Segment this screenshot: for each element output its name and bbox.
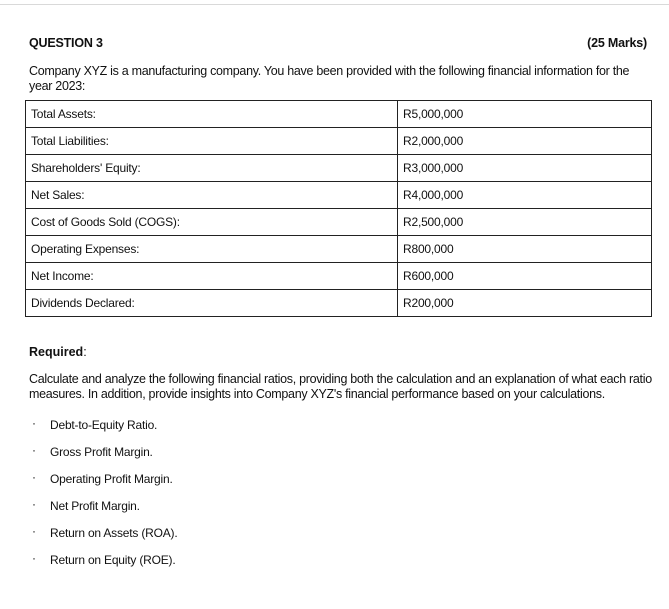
bullet-icon: · [32,497,36,511]
row-label: Dividends Declared: [26,290,398,317]
row-value: R2,000,000 [398,128,652,155]
row-value: R200,000 [398,290,652,317]
bullet-icon: · [32,470,36,484]
row-value: R3,000,000 [398,155,652,182]
row-label: Total Liabilities: [26,128,398,155]
required-colon: : [83,345,87,359]
question-marks: (25 Marks) [587,36,647,50]
required-heading [29,345,87,359]
intro-paragraph: Company XYZ is a manufacturing company. You have been provided with the following financial information for the year 2023: [29,64,630,93]
ratio-label: Return on Equity (ROE). [50,553,176,567]
list-item [32,472,177,499]
row-value: R5,000,000 [398,101,652,128]
ratio-label: Net Profit Margin. [50,499,140,513]
row-value: R4,000,000 [398,182,652,209]
list-item [32,553,177,580]
row-value: R600,000 [398,263,652,290]
table-row [26,182,652,209]
ratio-label: Return on Assets (ROA). [50,526,178,540]
row-value: R2,500,000 [398,209,652,236]
ratio-list [32,418,177,580]
table-row [26,155,652,182]
ratio-label: Gross Profit Margin. [50,445,153,459]
list-item [32,499,177,526]
row-label: Shareholders' Equity: [26,155,398,182]
list-item [32,526,177,553]
financial-info-table [25,100,652,317]
bullet-icon: · [32,551,36,565]
bullet-icon: · [32,416,36,430]
table-row [26,128,652,155]
row-label: Operating Expenses: [26,236,398,263]
question-header [29,36,647,52]
row-label: Cost of Goods Sold (COGS): [26,209,398,236]
ratio-label: Operating Profit Margin. [50,472,173,486]
top-divider [0,4,669,5]
row-label: Total Assets: [26,101,398,128]
row-label: Net Sales: [26,182,398,209]
row-label: Net Income: [26,263,398,290]
table-row [26,101,652,128]
row-value: R800,000 [398,236,652,263]
table-row [26,290,652,317]
bullet-icon: · [32,443,36,457]
question-title: QUESTION 3 [29,36,103,50]
required-label: Required [29,345,84,359]
bullet-icon: · [32,524,36,538]
table-row [26,263,652,290]
instructions-paragraph: Calculate and analyze the following financial ratios, providing both the calculation and an explanation of what each ratio measures. In addition, provide insights into Company XYZ's financial performance based on your calculations. [29,372,652,401]
list-item [32,445,177,472]
list-item [32,418,177,445]
ratio-label: Debt-to-Equity Ratio. [50,418,158,432]
table-row [26,209,652,236]
table-row [26,236,652,263]
